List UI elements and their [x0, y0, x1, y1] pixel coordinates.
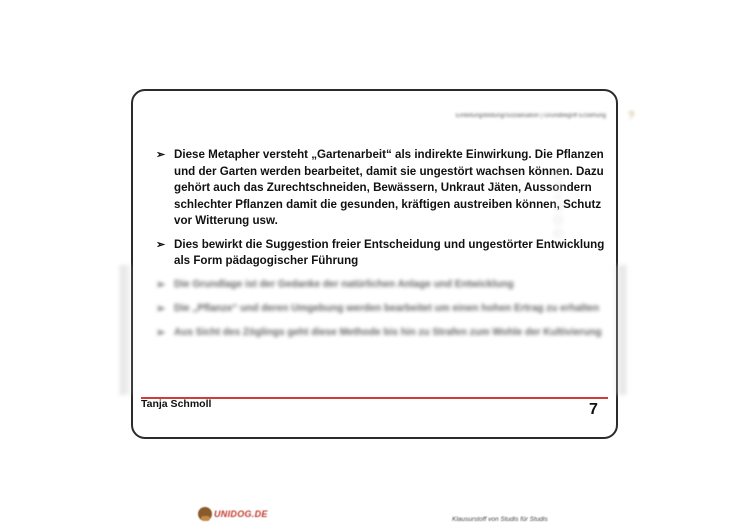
arrow-bullet-icon: ➢ — [156, 278, 166, 291]
dog-icon — [198, 507, 212, 521]
left-fade — [120, 265, 134, 395]
bullet-list — [156, 147, 608, 349]
bullet-item — [156, 237, 608, 270]
watermark: UNIDOG — [551, 170, 565, 242]
footer-author: Tanja Schmoll — [141, 398, 212, 410]
right-fade — [612, 265, 626, 395]
arrow-bullet-icon: ➢ — [156, 149, 166, 161]
bullet-item — [156, 325, 608, 341]
bullet-text: Aus Sicht des Zöglings geht diese Methode bis hin zu Strafen zum Wohle der Kultivierung — [174, 326, 602, 338]
bullet-item — [156, 147, 608, 230]
arrow-bullet-icon: ➢ — [156, 302, 166, 315]
logo-text: UNIDOG.DE — [214, 509, 268, 519]
unidog-logo[interactable] — [198, 507, 268, 521]
bullet-text: Diese Metapher versteht „Gartenarbeit“ als indirekte Einwirkung. Die Pflanzen und der Garten werden bearbeitet, damit sie ungestört wachsen können. Dazu gehört auch das Zurechtschneiden, Bewässern, Unkraut Jäten, Aussondern schlechter Pflanzen damit die gesunden, kräftigen austreiben können, Schutz vor Witterung usw. — [174, 148, 604, 227]
page-number: 7 — [589, 401, 598, 418]
bullet-item — [156, 301, 608, 317]
bullet-text: Die „Pflanze“ und deren Umgebung werden bearbeitet um einen hohen Ertrag zu erhalten — [174, 302, 600, 314]
bottom-note: Klausurstoff von Studis für Studis — [452, 516, 548, 523]
corner-mark: ? — [628, 110, 635, 122]
bullet-text: Dies bewirkt die Suggestion freier Entscheidung und ungestörter Entwicklung als Form pädagogischer Führung — [174, 237, 605, 267]
bullet-item — [156, 277, 608, 293]
arrow-bullet-icon: ➢ — [156, 326, 166, 339]
slide-breadcrumb: Einleitung/Bildung/Sozialisation | Grundbegriff Erziehung — [455, 113, 606, 119]
arrow-bullet-icon: ➢ — [156, 238, 166, 251]
bullet-text: Die Grundlage ist der Gedanke der natürlichen Anlage und Entwicklung — [174, 278, 514, 290]
